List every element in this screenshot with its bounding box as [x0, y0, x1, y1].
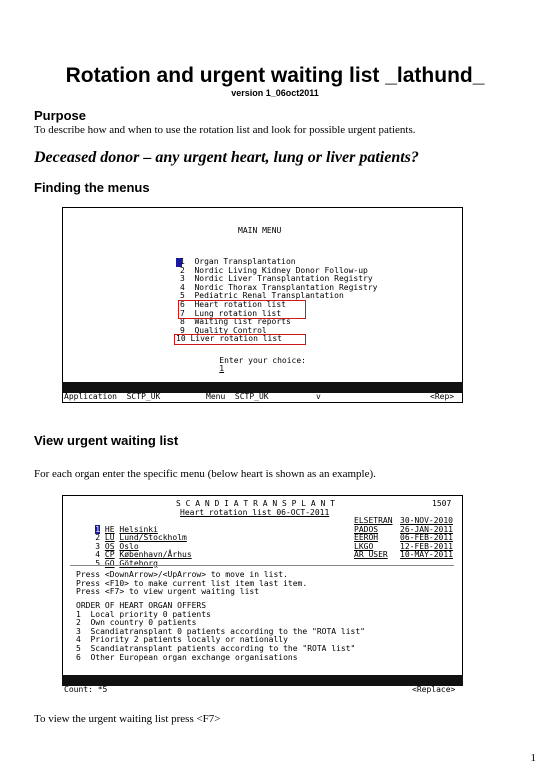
row-code: LU	[104, 533, 115, 543]
row-code: CP	[104, 550, 115, 560]
menu-item-5[interactable]: 5 Pediatric Renal Transplantation	[180, 291, 344, 301]
row-date: 30-NOV-2010	[400, 516, 453, 525]
row-num: 4	[95, 550, 101, 560]
row-city: Helsinki	[119, 524, 158, 534]
status-line	[62, 686, 463, 696]
status-bar	[62, 675, 463, 686]
menu-item-3[interactable]: 3 Nordic Liver Transplantation Registry	[180, 274, 373, 284]
menu-item-8[interactable]: 8 Waiting list reports	[180, 317, 291, 327]
menu-item-1[interactable]: 1 Organ Transplantation	[180, 257, 296, 266]
menu-item-10[interactable]: 10 Liver rotation list	[176, 334, 282, 344]
order-item-5: 5 Scandiatransplant patients according to the "ROTA list"	[76, 644, 356, 653]
liver-highlight-box	[174, 334, 306, 345]
divider	[70, 565, 454, 566]
f7-instruction: To view the urgent waiting list press <F7>	[34, 713, 221, 725]
purpose-text: To describe how and when to use the rotation list and look for possible urgent patients.	[34, 124, 416, 136]
menu-item-6[interactable]: 6 Heart rotation list	[180, 300, 286, 309]
status-v: v	[316, 392, 321, 401]
choice-prompt-label: Enter your choice:	[219, 355, 306, 365]
view-urgent-text: For each organ enter the specific menu (below heart is shown as an example).	[34, 468, 376, 480]
menu-item-7[interactable]: 7 Lung rotation list	[180, 308, 282, 318]
help-line-1: Press <DownArrow>/<UpArrow> to move in list.	[76, 570, 288, 579]
menu-item-4[interactable]: 4 Nordic Thorax Transplantation Registry	[180, 282, 378, 292]
screen-header: S C A N D I A T R A N S P L A N T	[176, 499, 335, 508]
order-item-3: 3 Scandiatransplant 0 patients according to the "ROTA list"	[76, 626, 365, 636]
order-item-4: 4 Priority 2 patients locally or nationally	[76, 635, 288, 645]
row-num: 3	[95, 541, 101, 551]
row-code: GO	[104, 558, 115, 568]
row-user: LKGO	[354, 541, 374, 551]
view-urgent-heading: View urgent waiting list	[34, 433, 179, 448]
order-item-6: 6 Other European organ exchange organisations	[76, 652, 298, 662]
status-application: Application SCTP_UK	[64, 392, 161, 401]
order-item-1: 1 Local priority 0 patients	[76, 609, 211, 619]
row-city: Lund/Stockholm	[119, 533, 187, 543]
row-code: OS	[104, 541, 115, 551]
status-rep: <Rep>	[430, 392, 455, 401]
menu-item-2[interactable]: 2 Nordic Living Kidney Donor Follow-up	[180, 265, 368, 275]
heart-lung-highlight-box	[178, 300, 306, 319]
row-date: 12-FEB-2011	[400, 541, 453, 551]
document-version: version 1_06oct2011	[231, 88, 319, 98]
row-date: 06-FEB-2011	[400, 533, 453, 543]
row-city: Göteborg	[119, 558, 158, 568]
order-item-2: 2 Own country 0 patients	[76, 618, 197, 628]
choice-input[interactable]: 1	[219, 364, 225, 374]
document-title: Rotation and urgent waiting list _lathund_	[65, 64, 485, 87]
row-num: 1	[95, 524, 101, 534]
help-line-2: Press <F10> to make current list item last item.	[76, 578, 308, 588]
section-heading: Deceased donor – any urgent heart, lung or liver patients?	[34, 149, 419, 166]
row-user: ELSETRAN	[354, 516, 393, 525]
row-user: AR USER	[354, 550, 388, 560]
main-menu-title: MAIN MENU	[238, 226, 282, 235]
finding-menus-heading: Finding the menus	[34, 180, 150, 195]
menu-item-9[interactable]: 9 Quality Control	[180, 325, 267, 335]
status-count: Count: *5	[64, 685, 108, 694]
row-num: 2	[95, 533, 101, 543]
row-num: 5	[95, 558, 101, 568]
row-user: EEROH	[354, 533, 379, 543]
purpose-heading: Purpose	[34, 108, 87, 123]
screen-code: 1507	[432, 499, 452, 508]
status-menu: Menu SCTP_UK	[206, 392, 269, 401]
status-replace: <Replace>	[412, 685, 456, 694]
help-line-3: Press <F7> to view urgent waiting list	[76, 587, 260, 597]
row-city: Oslo	[119, 541, 139, 551]
row-code: HE	[104, 524, 115, 534]
status-line	[62, 393, 463, 403]
row-date: 26-JAN-2011	[400, 524, 453, 534]
row-date: 10-MAY-2011	[400, 550, 453, 560]
order-heading: ORDER OF HEART ORGAN OFFERS	[76, 601, 207, 610]
row-city: København/Århus	[119, 550, 192, 560]
row-user: PADOS	[354, 524, 379, 534]
page-number: 1	[530, 752, 536, 764]
screen-subtitle: Heart rotation list 06-OCT-2011	[180, 507, 330, 517]
